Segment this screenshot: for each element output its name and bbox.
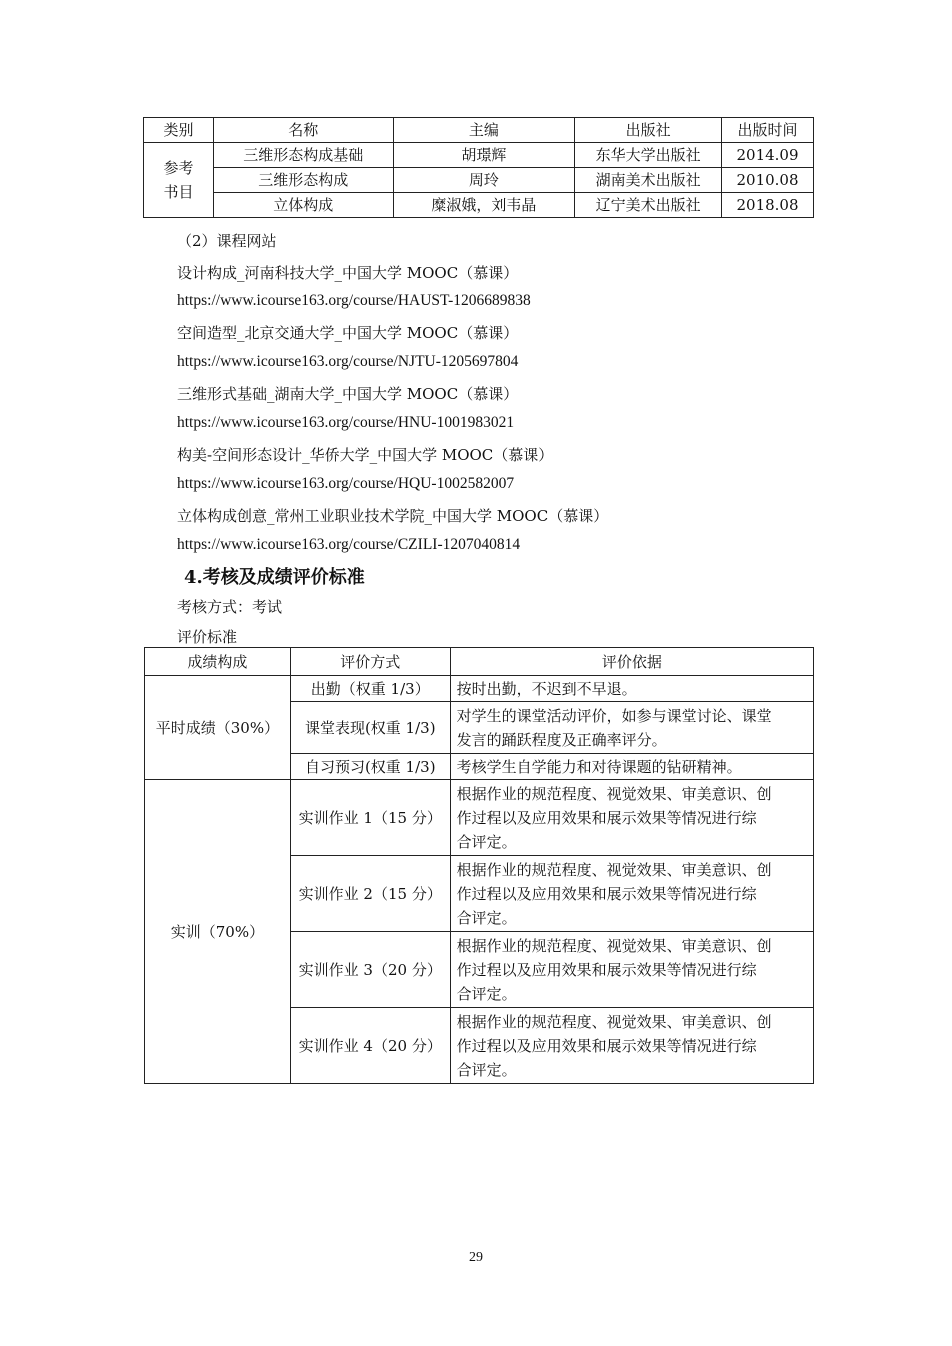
basis-line: 合评定。 [456, 1060, 517, 1079]
header-cell: 出版社 [575, 118, 722, 143]
website-name: 设计构成_河南科技大学_中国大学 MOOC（慕课） [177, 264, 519, 282]
eval-basis [450, 856, 813, 932]
exam-mode: 考核方式：考试 [177, 598, 283, 616]
table-row [144, 168, 814, 193]
book-title: 三维形态构成 [213, 168, 393, 193]
header-cell: 类别 [144, 118, 214, 143]
book-editor: 周玲 [393, 168, 575, 193]
book-date: 2010.08 [722, 168, 814, 193]
basis-line: 作过程以及应用效果和展示效果等情况进行综 [456, 884, 757, 903]
eval-method: 实训作业 2（15 分） [290, 856, 450, 932]
group-label: 实训（70%） [145, 780, 291, 1084]
book-publisher: 湖南美术出版社 [575, 168, 722, 193]
eval-basis [450, 932, 813, 1008]
header-cell: 评价依据 [450, 648, 813, 676]
category-label: 参考书目 [163, 159, 194, 201]
table-row [144, 143, 814, 168]
website-name: 构美-空间形态设计_华侨大学_中国大学 MOOC（慕课） [177, 446, 554, 464]
book-editor: 糜淑娥，刘韦晶 [393, 193, 575, 218]
book-title: 三维形态构成基础 [213, 143, 393, 168]
table-row [145, 780, 814, 856]
basis-line: 合评定。 [456, 908, 517, 927]
header-cell: 主编 [393, 118, 575, 143]
eval-basis [450, 702, 813, 754]
book-publisher: 辽宁美术出版社 [575, 193, 722, 218]
table-header-row [144, 118, 814, 143]
basis-line: 合评定。 [456, 832, 517, 851]
websites-title: （2）课程网站 [177, 232, 277, 250]
website-url[interactable]: https://www.icourse163.org/course/CZILI-1207040814 [177, 536, 521, 553]
book-editor: 胡璟辉 [393, 143, 575, 168]
basis-line: 作过程以及应用效果和展示效果等情况进行综 [456, 960, 757, 979]
website-url[interactable]: https://www.icourse163.org/course/HAUST-1206689838 [177, 292, 531, 309]
table-row [145, 676, 814, 702]
eval-basis [450, 1008, 813, 1084]
website-name: 空间造型_北京交通大学_中国大学 MOOC（慕课） [177, 324, 519, 342]
table-header-row [145, 648, 814, 676]
eval-basis: 考核学生自学能力和对待课题的钻研精神。 [450, 754, 813, 780]
basis-line: 作过程以及应用效果和展示效果等情况进行综 [456, 1036, 757, 1055]
website-name: 立体构成创意_常州工业职业技术学院_中国大学 MOOC（慕课） [177, 507, 609, 525]
website-url[interactable]: https://www.icourse163.org/course/HQU-1002582007 [177, 475, 515, 492]
eval-method: 实训作业 1（15 分） [290, 780, 450, 856]
header-cell: 出版时间 [722, 118, 814, 143]
book-date: 2014.09 [722, 143, 814, 168]
reference-books-table [143, 117, 814, 218]
criteria-title: 评价标准 [177, 628, 238, 646]
basis-line: 对学生的课堂活动评价，如参与课堂讨论、课堂 [456, 706, 772, 725]
table-row [144, 193, 814, 218]
evaluation-table [144, 647, 814, 1084]
basis-line: 根据作业的规范程度、视觉效果、审美意识、创 [456, 1012, 772, 1031]
group-label: 平时成绩（30%） [145, 676, 291, 780]
eval-basis [450, 780, 813, 856]
basis-line: 发言的踊跃程度及正确率评分。 [456, 730, 667, 749]
eval-method: 课堂表现(权重 1/3) [290, 702, 450, 754]
book-title: 立体构成 [213, 193, 393, 218]
page-number: 29 [469, 1250, 483, 1265]
eval-method: 实训作业 4（20 分） [290, 1008, 450, 1084]
website-url[interactable]: https://www.icourse163.org/course/HNU-1001983021 [177, 414, 515, 431]
eval-method: 出勤（权重 1/3） [290, 676, 450, 702]
eval-method: 实训作业 3（20 分） [290, 932, 450, 1008]
header-cell: 成绩构成 [145, 648, 291, 676]
basis-line: 根据作业的规范程度、视觉效果、审美意识、创 [456, 784, 772, 803]
eval-basis: 按时出勤，不迟到不早退。 [450, 676, 813, 702]
basis-line: 根据作业的规范程度、视觉效果、审美意识、创 [456, 860, 772, 879]
header-cell: 评价方式 [290, 648, 450, 676]
section-heading: 4.考核及成绩评价标准 [184, 567, 365, 588]
book-publisher: 东华大学出版社 [575, 143, 722, 168]
website-name: 三维形式基础_湖南大学_中国大学 MOOC（慕课） [177, 385, 519, 403]
book-date: 2018.08 [722, 193, 814, 218]
basis-line: 合评定。 [456, 984, 517, 1003]
eval-method: 自习预习(权重 1/3) [290, 754, 450, 780]
website-url[interactable]: https://www.icourse163.org/course/NJTU-1205697804 [177, 353, 519, 370]
basis-line: 根据作业的规范程度、视觉效果、审美意识、创 [456, 936, 772, 955]
header-cell: 名称 [213, 118, 393, 143]
category-cell [144, 143, 214, 218]
basis-line: 作过程以及应用效果和展示效果等情况进行综 [456, 808, 757, 827]
